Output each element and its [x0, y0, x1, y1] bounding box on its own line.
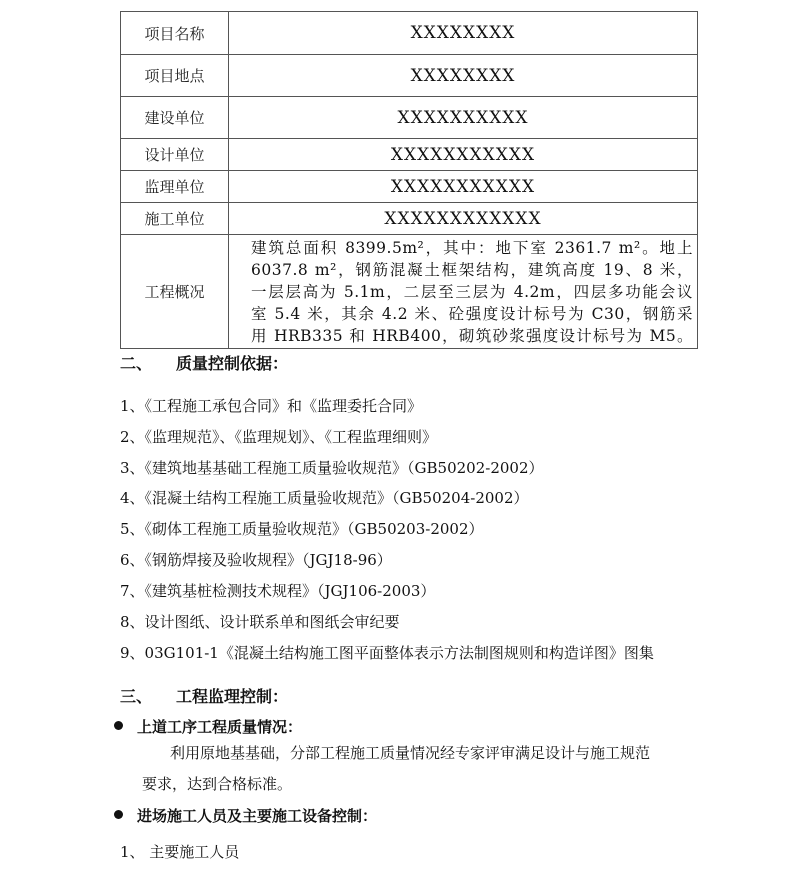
section-3-heading — [120, 684, 288, 707]
section-2-number: 二、 — [120, 354, 153, 373]
overview-line: 6037.8 m²，钢筋混凝土框架结构，建筑高度 19、8 米， — [251, 261, 693, 279]
project-info-table — [120, 11, 698, 349]
contractor-unit-value: XXXXXXXXXXXX — [229, 203, 698, 235]
table-row — [121, 139, 698, 171]
table-row — [121, 235, 698, 349]
project-location-label: 项目地点 — [121, 55, 229, 97]
overview-line: 一层层高为 5.1m，二层至三层为 4.2m，四层多功能会议 — [251, 283, 693, 301]
design-unit-label: 设计单位 — [121, 139, 229, 171]
paragraph-line: 要求，达到合格标准。 — [142, 775, 293, 793]
basis-item: 1、《工程施工承包合同》和《监理委托合同》 — [120, 397, 423, 415]
section-3-title: 工程监理控制： — [176, 687, 289, 706]
paragraph-line: 利用原地基基础，分部工程施工质量情况经专家评审满足设计与施工规范 — [170, 744, 651, 762]
section-2-title: 质量控制依据： — [176, 354, 289, 373]
table-row — [121, 12, 698, 55]
basis-item: 8、设计图纸、设计联系单和图纸会审纪要 — [120, 613, 400, 631]
bullet-text: 上道工序工程质量情况： — [137, 718, 303, 736]
bullet-personnel-equipment — [114, 805, 377, 826]
supervision-unit-label: 监理单位 — [121, 171, 229, 203]
table-row — [121, 97, 698, 139]
sub-item: 1、 主要施工人员 — [120, 843, 240, 861]
table-row — [121, 55, 698, 97]
basis-item: 7、《建筑基桩检测技术规程》（JGJ106-2003） — [120, 582, 436, 600]
construction-unit-label: 建设单位 — [121, 97, 229, 139]
construction-unit-value: XXXXXXXXXX — [229, 97, 698, 139]
table-row — [121, 203, 698, 235]
basis-item: 3、《建筑地基基础工程施工质量验收规范》（GB50202-2002） — [120, 459, 544, 477]
overview-line: 用 HRB335 和 HRB400，砌筑砂浆强度设计标号为 M5。 — [251, 327, 693, 345]
overview-label: 工程概况 — [121, 235, 229, 349]
basis-item: 9、03G101-1《混凝土结构施工图平面整体表示方法制图规则和构造详图》图集 — [120, 644, 654, 662]
overview-text — [229, 235, 698, 349]
section-3-number: 三、 — [120, 687, 153, 706]
project-location-value: XXXXXXXX — [229, 55, 698, 97]
design-unit-value: XXXXXXXXXXX — [229, 139, 698, 171]
bullet-icon — [114, 810, 123, 819]
bullet-text: 进场施工人员及主要施工设备控制： — [137, 807, 378, 825]
section-2-heading — [120, 351, 288, 374]
overview-line: 室 5.4 米，其余 4.2 米、砼强度设计标号为 C30，钢筋采 — [251, 305, 693, 323]
basis-item: 5、《砌体工程施工质量验收规范》（GB50203-2002） — [120, 520, 484, 538]
contractor-unit-label: 施工单位 — [121, 203, 229, 235]
project-name-value: XXXXXXXX — [229, 12, 698, 55]
bullet-previous-process — [114, 716, 302, 737]
supervision-unit-value: XXXXXXXXXXX — [229, 171, 698, 203]
project-name-label: 项目名称 — [121, 12, 229, 55]
basis-item: 2、《监理规范》、《监理规划》、《工程监理细则》 — [120, 428, 438, 446]
table-row — [121, 171, 698, 203]
bullet-icon — [114, 721, 123, 730]
basis-item: 6、《钢筋焊接及验收规程》（JGJ18-96） — [120, 551, 392, 569]
basis-item: 4、《混凝土结构工程施工质量验收规范》（GB50204-2002） — [120, 489, 529, 507]
overview-line: 建筑总面积 8399.5m²，其中：地下室 2361.7 m²。地上 — [251, 239, 693, 257]
